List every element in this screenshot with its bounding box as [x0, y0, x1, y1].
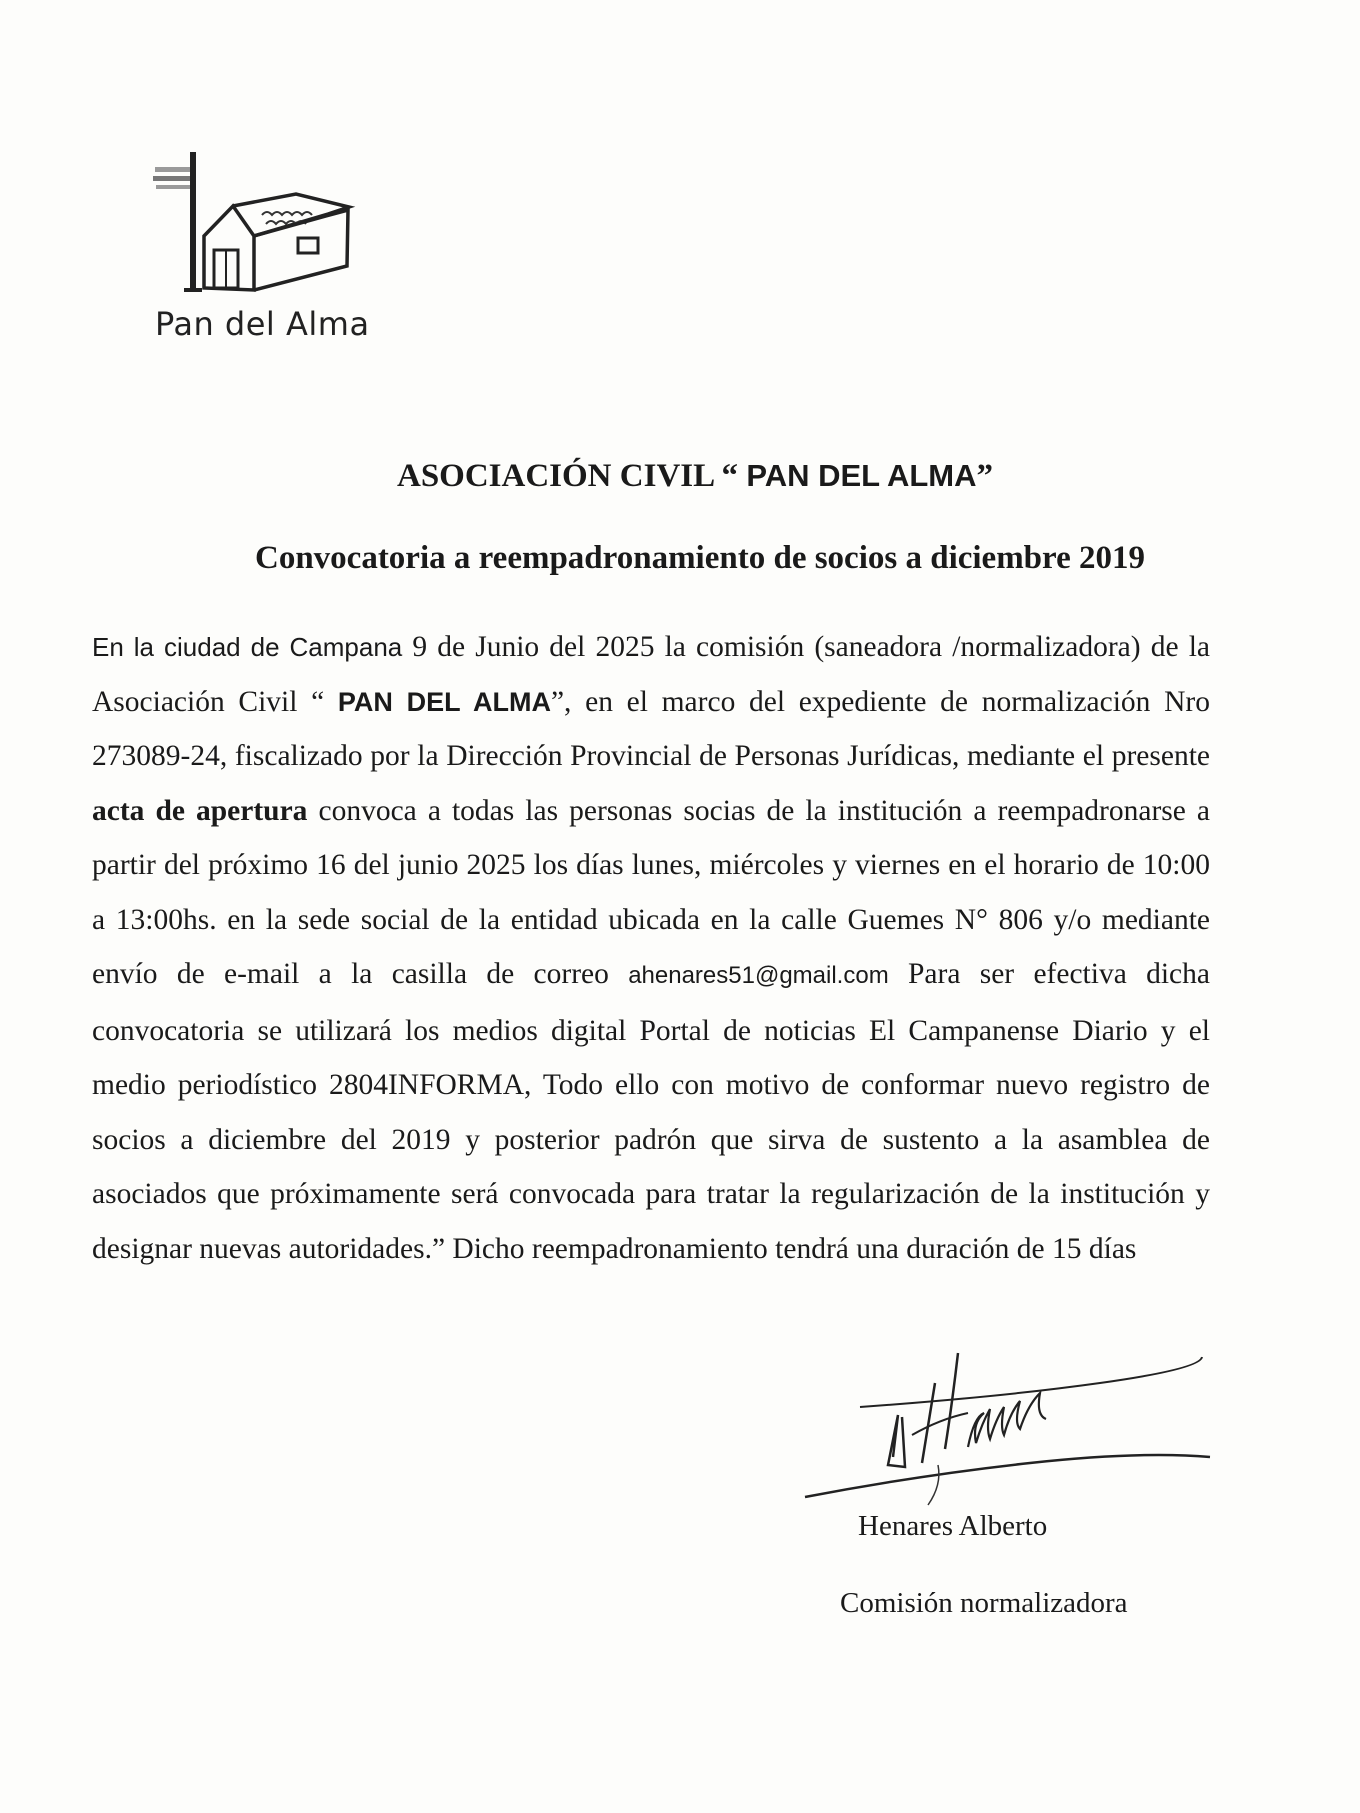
flag-house-icon [150, 140, 390, 310]
document-subtitle: Convocatoria a reempadronamiento de socios a diciembre 2019 [254, 540, 1145, 576]
body-org-name: PAN DEL ALMA [337, 686, 551, 717]
body-acta: acta de apertura [92, 794, 308, 827]
body-part-4: Para ser efectiva dicha convocatoria se utilizará los medios digital Portal de noticias El Campanense Diario y el medio periodístico 2804INFORMA, Todo ello con motivo de conformar nuevo registro de socios a diciembre del 2019 y posterior padrón que sirva de sustento a la asamblea de asociados que próximamente será convocada para tratar la regularización de la institución y designar nuevas autoridades.” Dicho reempadronamiento tendrá una duración de 15 días [92, 958, 1210, 1265]
logo [150, 140, 390, 350]
body-part-3: convoca a todas las personas socias de la institución a reempadronarse a partir del próximo 16 del junio 2025 los días lunes, miércoles y viernes en el horario de 10:00 a 13:00hs. en la sede social de la entidad ubicada en la calle Guemes N° 806 y/o mediante envío de e-mail a la casilla de correo [92, 794, 1210, 990]
body-part-1: 9 de Junio del 2025 la comisión (saneadora /normalizadora) de la Asociación Civil “ [92, 631, 1211, 718]
body-part-2: ”, en el marco del expediente de normalización Nro 273089-24, fiscalizado por la Dirección Provincial de Personas Jurídicas, mediante el presente [92, 685, 1210, 772]
title-suffix: ” [976, 458, 994, 494]
handwritten-signature [800, 1345, 1220, 1515]
title-name: PAN DEL ALMA [746, 458, 977, 493]
signer-name: Henares Alberto [858, 1510, 1048, 1542]
logo-text: Pan del Alma [155, 305, 370, 343]
title-prefix: ASOCIACIÓN CIVIL “ [396, 458, 747, 494]
email-address: ahenares51@gmail.com [628, 962, 889, 989]
signer-role: Comisión normalizadora [840, 1587, 1128, 1619]
body-lead: En la ciudad de Campana [92, 632, 403, 662]
body-paragraph [92, 620, 1210, 1276]
document-title [0, 458, 1360, 495]
